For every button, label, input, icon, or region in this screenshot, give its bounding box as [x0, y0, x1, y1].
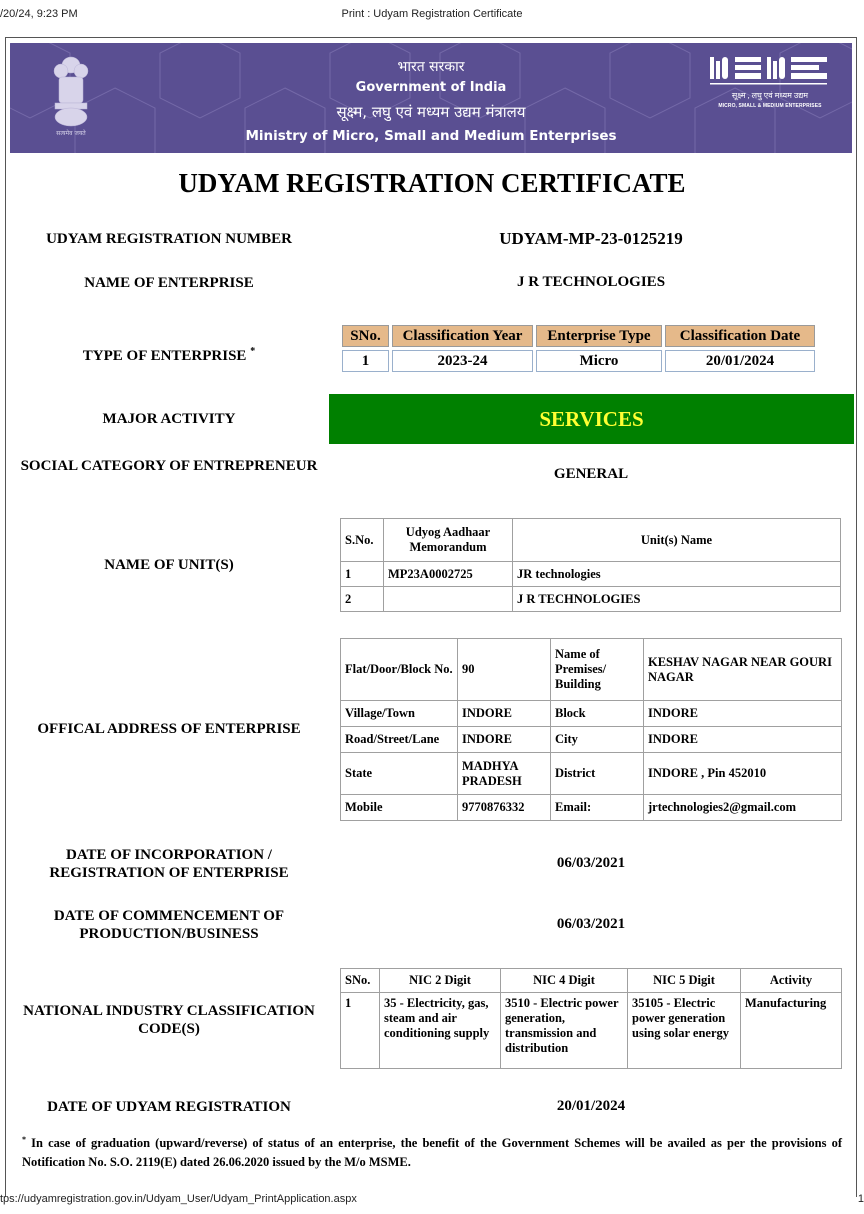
- footnote-text: In case of graduation (upward/reverse) of status of an enterprise, the benefit of the Government Schemes will be availed as per the provisions of Notification No. S.O. 2119(E) dated 26.06.2020 issued by the M/o MSME.: [22, 1136, 842, 1170]
- table-cell: 3510 - Electric power generation, transmission and distribution: [501, 993, 628, 1069]
- footnote: [22, 1130, 842, 1172]
- state-label: State: [341, 753, 458, 795]
- table-cell: [384, 587, 513, 612]
- address-label: OFFICAL ADDRESS OF ENTERPRISE: [37, 721, 301, 737]
- print-datetime: /20/24, 9:23 PM: [0, 8, 78, 20]
- table-header: NIC 4 Digit: [501, 969, 628, 993]
- table-row: [342, 350, 815, 372]
- table-header-row: [341, 969, 842, 993]
- print-url: tps://udyamregistration.gov.in/Udyam_User/Udyam_PrintApplication.aspx: [0, 1193, 357, 1205]
- table-header-row: [342, 325, 815, 347]
- table-cell: 1: [341, 993, 380, 1069]
- msme-logo-icon: [705, 53, 835, 87]
- table-header: S.No.: [341, 519, 384, 562]
- table-header: Classification Date: [665, 325, 815, 347]
- table-header: Classification Year: [392, 325, 533, 347]
- registration-number: UDYAM-MP-23-0125219: [499, 229, 683, 248]
- table-cell: 20/01/2024: [665, 350, 815, 372]
- table-cell: Manufacturing: [741, 993, 842, 1069]
- msme-logo-english: MICRO, SMALL & MEDIUM ENTERPRISES: [718, 103, 822, 109]
- village-value: INDORE: [458, 701, 551, 727]
- commencement-date: 06/03/2021: [556, 916, 626, 932]
- email-value: jrtechnologies2@gmail.com: [644, 795, 842, 821]
- banner-government-of-india: Government of India: [355, 80, 507, 95]
- svg-text:सत्यमेव जयते: सत्यमेव जयते: [56, 130, 86, 137]
- nic-table: [340, 968, 842, 1069]
- government-banner: [10, 43, 852, 153]
- city-label: City: [551, 727, 644, 753]
- udyam-date: 20/01/2024: [556, 1098, 626, 1114]
- enterprise-name-label: NAME OF ENTERPRISE: [84, 275, 254, 291]
- social-category-label: SOCIAL CATEGORY OF ENTREPRENEUR: [20, 458, 318, 474]
- msme-logo-hindi: सूक्ष्म , लघु एवं मध्यम उद्यम: [731, 91, 809, 100]
- certificate-title: UDYAM REGISTRATION CERTIFICATE: [178, 168, 686, 198]
- table-header-row: [341, 519, 841, 562]
- footnote-mark: *: [22, 1135, 26, 1144]
- block-label: Block: [551, 701, 644, 727]
- enterprise-name: J R TECHNOLOGIES: [516, 274, 666, 290]
- banner-hindi-ministry: सूक्ष्म, लघु एवं मध्यम उद्यम मंत्रालय: [336, 103, 526, 121]
- village-label: Village/Town: [341, 701, 458, 727]
- table-header: Udyog Aadhaar Memorandum: [384, 519, 513, 562]
- block-value: INDORE: [644, 701, 842, 727]
- table-cell: 35 - Electricity, gas, steam and air conditioning supply: [380, 993, 501, 1069]
- table-header: SNo.: [342, 325, 389, 347]
- table-cell: MP23A0002725: [384, 562, 513, 587]
- table-row: [341, 993, 842, 1069]
- table-cell: 1: [342, 350, 389, 372]
- table-row: [341, 795, 842, 821]
- flat-value: 90: [458, 639, 551, 701]
- table-header: Enterprise Type: [536, 325, 662, 347]
- table-row: [341, 562, 841, 587]
- incorporation-date: 06/03/2021: [556, 855, 626, 871]
- banner-ministry: Ministry of Micro, Small and Medium Enterprises: [245, 128, 617, 144]
- enterprise-type-table: [339, 322, 818, 375]
- table-header: NIC 5 Digit: [628, 969, 741, 993]
- email-label: Email:: [551, 795, 644, 821]
- table-cell: JR technologies: [513, 562, 841, 587]
- table-cell: 1: [341, 562, 384, 587]
- table-cell: J R TECHNOLOGIES: [513, 587, 841, 612]
- mobile-value: 9770876332: [458, 795, 551, 821]
- city-value: INDORE: [644, 727, 842, 753]
- units-label: NAME OF UNIT(S): [104, 557, 234, 573]
- incorporation-date-label: DATE OF INCORPORATION / REGISTRATION OF ENTERPRISE: [49, 847, 289, 881]
- enterprise-type-label: TYPE OF ENTERPRISE *: [82, 346, 256, 364]
- major-activity-value: SERVICES: [329, 394, 854, 444]
- premises-value: KESHAV NAGAR NEAR GOURI NAGAR: [644, 639, 842, 701]
- address-table: [340, 638, 842, 821]
- table-cell: 35105 - Electric power generation using solar energy: [628, 993, 741, 1069]
- registration-number-label: UDYAM REGISTRATION NUMBER: [46, 231, 292, 247]
- table-cell: 2023-24: [392, 350, 533, 372]
- flat-label: Flat/Door/Block No.: [341, 639, 458, 701]
- msme-logo: [705, 53, 835, 113]
- table-row: [341, 727, 842, 753]
- district-value: INDORE , Pin 452010: [644, 753, 842, 795]
- page-number: 1: [857, 1193, 864, 1205]
- road-label: Road/Street/Lane: [341, 727, 458, 753]
- state-value: MADHYA PRADESH: [458, 753, 551, 795]
- mobile-label: Mobile: [341, 795, 458, 821]
- udyam-date-label: DATE OF UDYAM REGISTRATION: [47, 1099, 291, 1115]
- table-row: [341, 587, 841, 612]
- table-header: Activity: [741, 969, 842, 993]
- table-row: [341, 701, 842, 727]
- social-category: GENERAL: [553, 466, 629, 482]
- print-header: [0, 6, 864, 22]
- premises-label: Name of Premises/ Building: [551, 639, 644, 701]
- commencement-date-label: DATE OF COMMENCEMENT OF PRODUCTION/BUSINESS: [53, 908, 285, 942]
- footnote-mark: *: [250, 346, 256, 357]
- district-label: District: [551, 753, 644, 795]
- banner-hindi-government: भारत सरकार: [397, 59, 465, 75]
- road-value: INDORE: [458, 727, 551, 753]
- print-title: Print : Udyam Registration Certificate: [341, 8, 523, 20]
- table-header: SNo.: [341, 969, 380, 993]
- nic-label: NATIONAL INDUSTRY CLASSIFICATION CODE(S): [23, 1003, 315, 1037]
- table-header: NIC 2 Digit: [380, 969, 501, 993]
- table-cell: Micro: [536, 350, 662, 372]
- table-row: [341, 639, 842, 701]
- major-activity-label: MAJOR ACTIVITY: [102, 411, 236, 427]
- table-row: [341, 753, 842, 795]
- table-header: Unit(s) Name: [513, 519, 841, 562]
- table-cell: 2: [341, 587, 384, 612]
- units-table: [340, 518, 841, 612]
